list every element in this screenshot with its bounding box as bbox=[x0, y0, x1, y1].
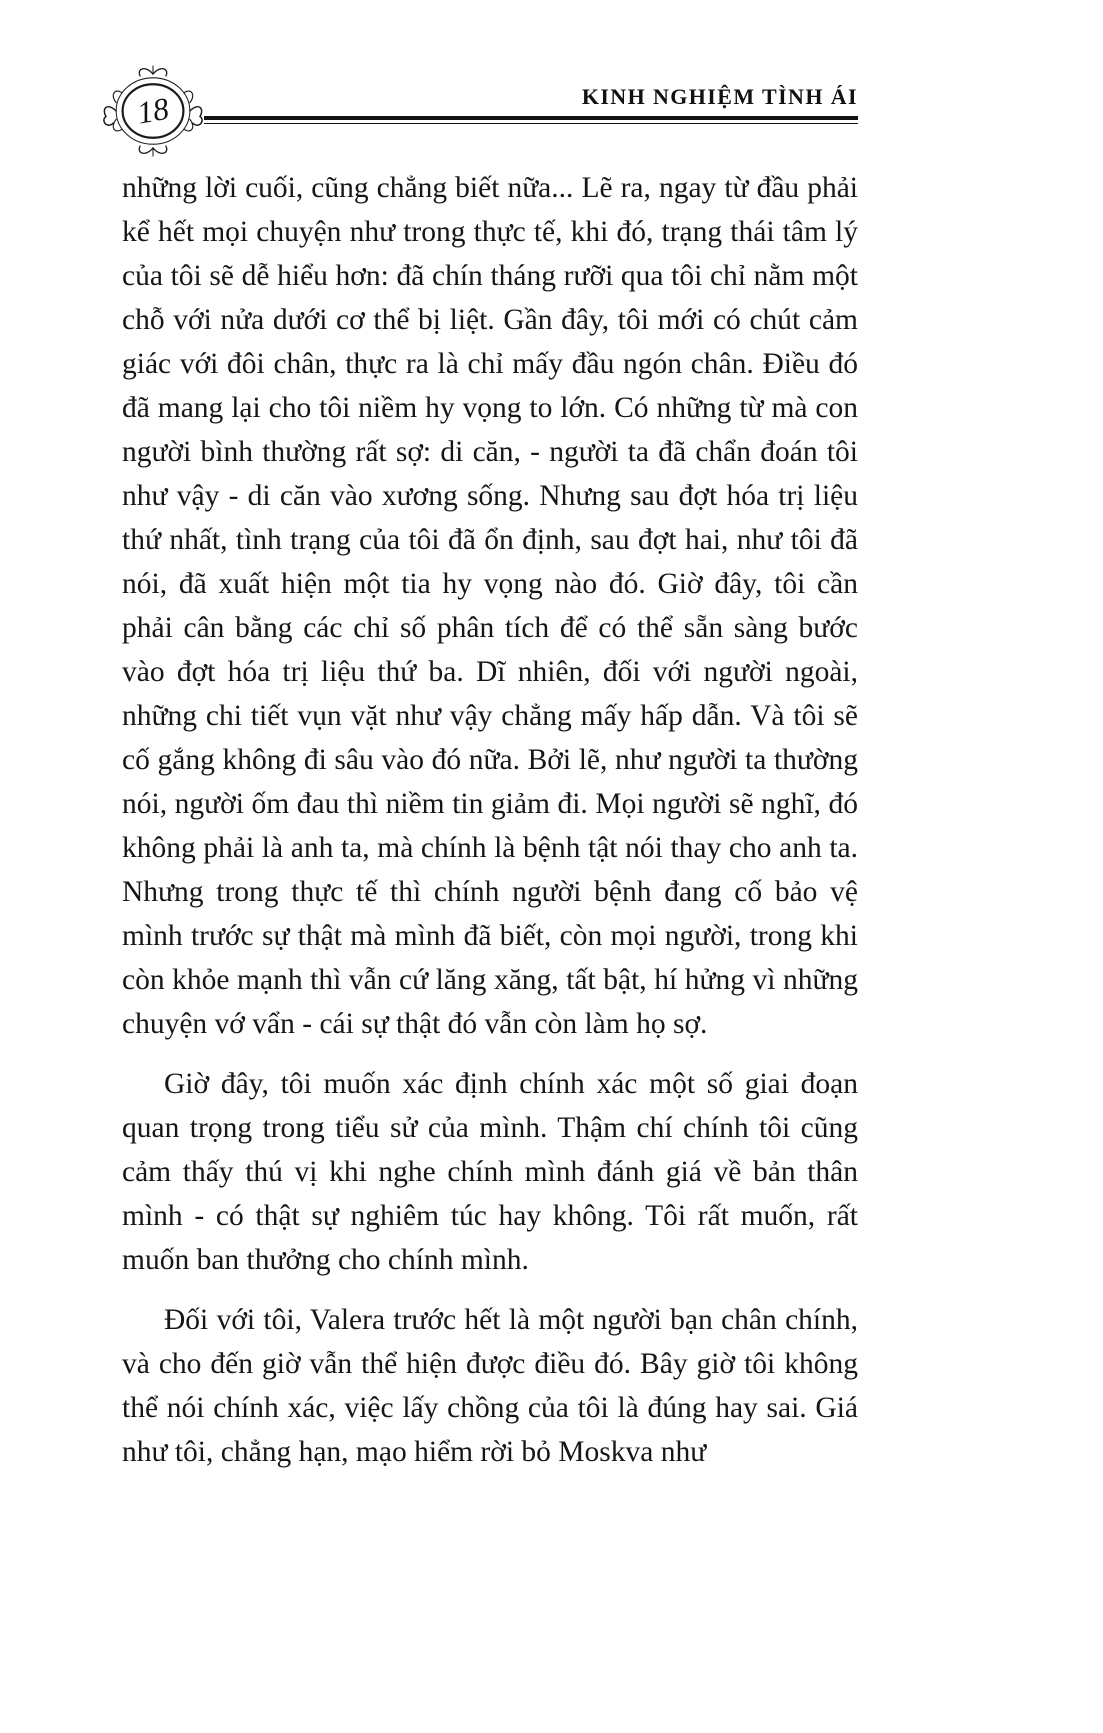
header-rule-thick bbox=[204, 116, 858, 120]
page-number: 18 bbox=[134, 90, 172, 131]
page-number-ornament bbox=[94, 56, 212, 166]
paragraph: Đối với tôi, Valera trước hết là một người bạn chân chính, và cho đến giờ vẫn thể hiện được điều đó. Bây giờ tôi không thể nói chính xác, việc lấy chồng của tôi là đúng hay sai. Giá như tôi, chẳng hạn, mạo hiểm rời bỏ Moskva như bbox=[122, 1304, 858, 1468]
running-head-title: KINH NGHIỆM TÌNH ÁI bbox=[581, 84, 858, 109]
ornament-frame-icon bbox=[94, 56, 212, 166]
paragraph: những lời cuối, cũng chẳng biết nữa... Lẽ ra, ngay từ đầu phải kể hết mọi chuyện như trong thực tế, khi đó, trạng thái tâm lý của tôi sẽ dễ hiểu hơn: đã chín tháng rưỡi qua tôi chỉ nằm một chỗ với nửa dưới cơ thể bị liệt. Gần đây, tôi mới có chút cảm giác với đôi chân, thực ra là chỉ mấy đầu ngón chân. Điều đó đã mang lại cho tôi niềm hy vọng to lớn. Có những từ mà con người bình thường rất sợ: di căn, - người ta đã chẩn đoán tôi như vậy - di căn vào xương sống. Nhưng sau đợt hóa trị liệu thứ nhất, tình trạng của tôi đã ổn định, sau đợt hai, như tôi đã nói, đã xuất hiện một tia hy vọng nào đó. Giờ đây, tôi cần phải cân bằng các chỉ số phân tích để có thể sẵn sàng bước vào đợt hóa trị liệu thứ ba. Dĩ nhiên, đối với người ngoài, những chi tiết vụn vặt như vậy chẳng mấy hấp dẫn. Và tôi sẽ cố gắng không đi sâu vào đó nữa. Bởi lẽ, như người ta thường nói, người ốm đau thì niềm tin giảm đi. Mọi người sẽ nghĩ, đó không phải là anh ta, mà chính là bệnh tật nói thay cho anh ta. Nhưng trong thực tế thì chính người bệnh đang cố bảo vệ mình trước sự thật mà mình đã biết, còn mọi người, trong khi còn khỏe mạnh thì vẫn cứ lăng xăng, tất bật, hí hửng vì những chuyện vớ vẩn - cái sự thật đó vẫn còn làm họ sợ. bbox=[122, 172, 858, 1040]
header-rule-thin bbox=[204, 123, 858, 124]
body-text bbox=[122, 166, 858, 1474]
paragraph: Giờ đây, tôi muốn xác định chính xác một số giai đoạn quan trọng trong tiểu sử của mình. Thậm chí chính tôi cũng cảm thấy thú vị khi nghe chính mình đánh giá về bản thân mình - có thật sự nghiêm túc hay không. Tôi rất muốn, rất muốn ban thưởng cho chính mình. bbox=[122, 1068, 858, 1276]
header-rule bbox=[204, 116, 858, 124]
